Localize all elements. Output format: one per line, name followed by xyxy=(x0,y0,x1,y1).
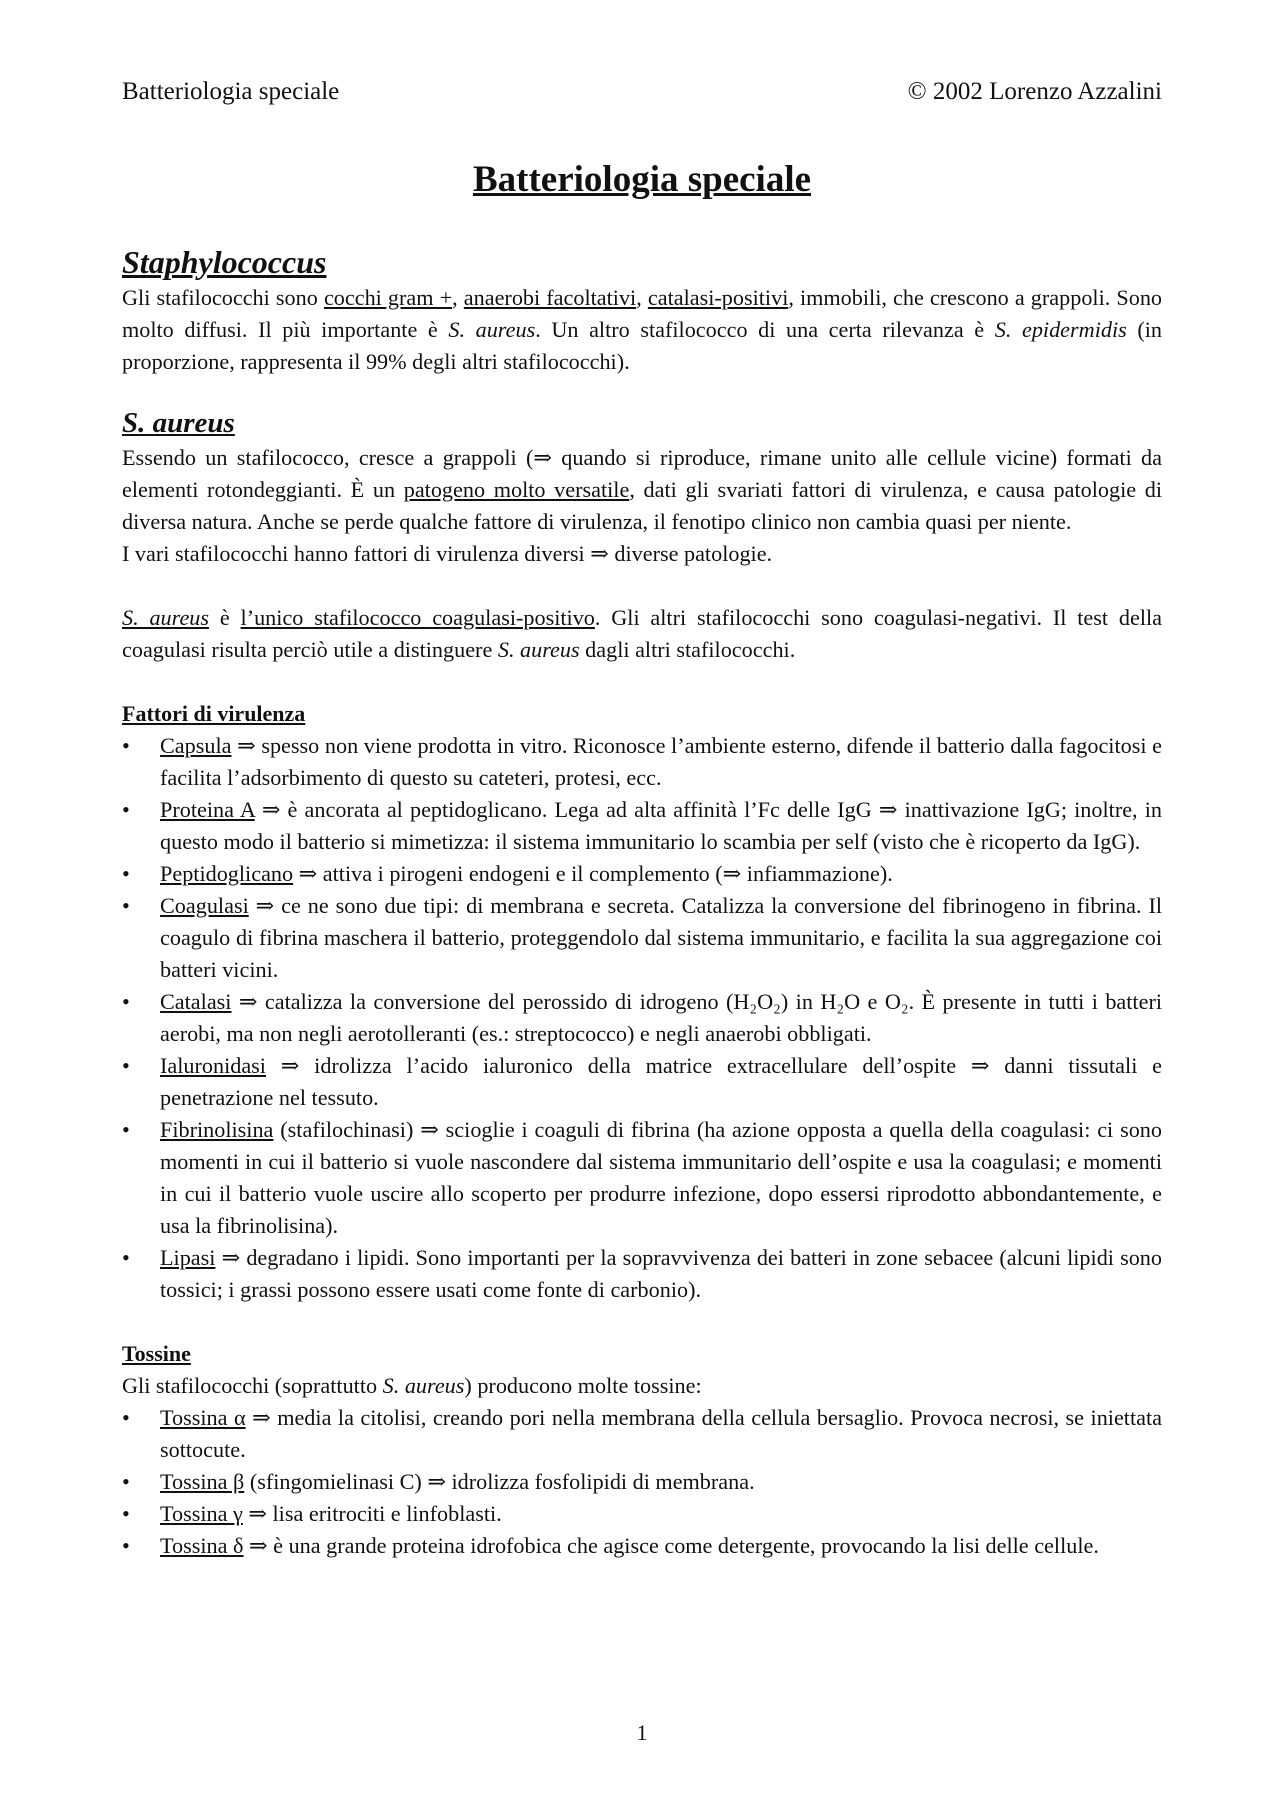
list-item: • Tossina δ ⇒ è una grande proteina idrofobica che agisce come detergente, provocando la lisi delle cellule. xyxy=(122,1530,1162,1562)
list-item: • Proteina A ⇒ è ancorata al peptidoglicano. Lega ad alta affinità l’Fc delle IgG ⇒ inattivazione IgG; inoltre, in questo modo il batterio si mimetizza: il sistema immunitario lo scambia per self (visto che è ricoperto da IgG). xyxy=(122,794,1162,858)
running-header xyxy=(122,78,1162,106)
list-item: • Lipasi ⇒ degradano i lipidi. Sono importanti per la sopravvivenza dei batteri in zone sebacee (alcuni lipidi sono tossici; i grassi possono essere usati come fonte di carbonio). xyxy=(122,1242,1162,1306)
section-heading-s-aureus: S. aureus xyxy=(122,407,235,439)
list-item: • Coagulasi ⇒ ce ne sono due tipi: di membrana e secreta. Catalizza la conversione del fibrinogeno in fibrina. Il coagulo di fibrina maschera il batterio, proteggendolo dal sistema immunitario, e facilita la sua aggregazione coi batteri vicini. xyxy=(122,890,1162,986)
subheading-virulence-factors: Fattori di virulenza xyxy=(122,701,306,726)
paragraph-virulence-diversity: I vari stafilococchi hanno fattori di virulenza diversi ⇒ diverse patologie. xyxy=(122,541,773,566)
paragraph-staphylococcus-intro: Gli stafilococchi sono cocchi gram +, anaerobi facoltativi, catalasi-positivi, immobili, che crescono a grappoli. Sono molto diffusi. Il più importante è S. aureus. Un altro stafilococco di una certa rilevanza è S. epidermidis (in proporzione, rappresenta il 99% degli altri stafilococchi). xyxy=(122,285,1163,374)
list-item: • Capsula ⇒ spesso non viene prodotta in vitro. Riconosce l’ambiente esterno, difende il batterio dalla fagocitosi e facilita l’adsorbimento di questo su cateteri, protesi, ecc. xyxy=(122,730,1162,794)
document-body xyxy=(122,242,1162,1562)
virulence-factor-list xyxy=(122,730,1162,1306)
paragraph-coagulase: S. aureus è l’unico stafilococco coagulasi-positivo. Gli altri stafilococchi sono coagulasi-negativi. Il test della coagulasi risulta perciò utile a distinguere S. aureus dagli altri stafilococchi. xyxy=(122,605,1163,662)
list-item: • Tossina γ ⇒ lisa eritrociti e linfoblasti. xyxy=(122,1498,1162,1530)
paragraph-toxins-intro: Gli stafilococchi (soprattutto S. aureus) producono molte tossine: xyxy=(122,1373,702,1398)
paragraph-s-aureus-growth: Essendo un stafilococco, cresce a grappoli (⇒ quando si riproduce, rimane unito alle cellule vicine) formati da elementi rotondeggianti. È un patogeno molto versatile, dati gli svariati fattori di virulenza, e causa patologie di diversa natura. Anche se perde qualche fattore di virulenza, il fenotipo clinico non cambia quasi per niente. xyxy=(122,445,1163,534)
list-item: • Ialuronidasi ⇒ idrolizza l’acido ialuronico della matrice extracellulare dell’ospite ⇒ danni tissutali e penetrazione nel tessuto. xyxy=(122,1050,1162,1114)
page-number: 1 xyxy=(636,1720,648,1745)
list-item: • Tossina β (sfingomielinasi C) ⇒ idrolizza fosfolipidi di membrana. xyxy=(122,1466,1162,1498)
list-item: • Catalasi ⇒ catalizza la conversione del perossido di idrogeno (H₂O₂) in H₂O e O₂. È presente in tutti i batteri aerobi, ma non negli aerotolleranti (es.: streptococco) e negli anaerobi obbligati. xyxy=(122,986,1162,1050)
header-right: © 2002 Lorenzo Azzalini xyxy=(907,78,1162,105)
list-item: • Peptidoglicano ⇒ attiva i pirogeni endogeni e il complemento (⇒ infiammazione). xyxy=(122,858,1162,890)
section-heading-staphylococcus: Staphylococcus xyxy=(122,244,327,280)
list-item: • Tossina α ⇒ media la citolisi, creando pori nella membrana della cellula bersaglio. Provoca necrosi, se iniettata sottocute. xyxy=(122,1402,1162,1466)
list-item: • Fibrinolisina (stafilochinasi) ⇒ scioglie i coaguli di fibrina (ha azione opposta a quella della coagulasi: ci sono momenti in cui il batterio si vuole nascondere dal sistema immunitario dell’ospite e usa la coagulasi; e momenti in cui il batterio vuole uscire allo scoperto per produrre infezione, dopo essersi riprodotto abbondantemente, e usa la fibrinolisina). xyxy=(122,1114,1162,1242)
subheading-toxins: Tossine xyxy=(122,1341,191,1366)
page-title: Batteriologia speciale xyxy=(472,159,812,200)
toxin-list xyxy=(122,1402,1162,1562)
header-left: Batteriologia speciale xyxy=(122,78,340,105)
